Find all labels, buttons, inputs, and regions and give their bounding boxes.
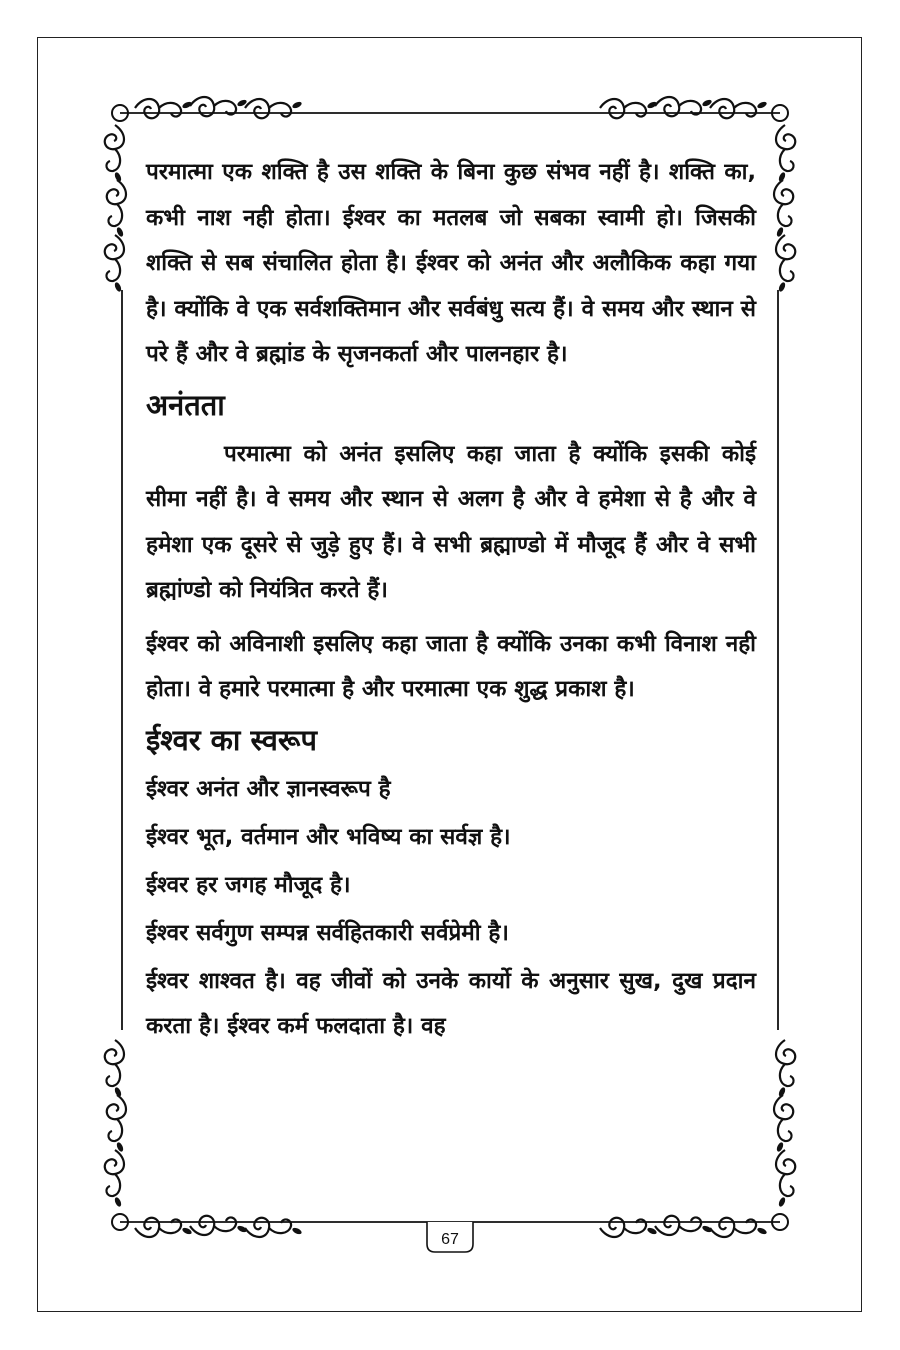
heading-swaroop: ईश्वर का स्वरूप: [146, 722, 317, 757]
swaroop-line: ईश्वर सर्वगुण सम्पन्न सर्वहितकारी सर्वप्रेमी है।: [146, 919, 509, 946]
intro-paragraph: परमात्मा एक शक्ति है उस शक्ति के बिना कुछ संभव नहीं है। शक्ति का, कभी नाश नही होता। ईश्वर का मतलब जो सबका स्वामी हो। जिसकी शक्ति से सब संचालित होता है। ईश्वर को अनंत और अलौकिक कहा गया है। क्योंकि वे एक सर्वशक्तिमान और सर्वबंधु सत्य हैं। वे समय और स्थान से परे हैं और वे ब्रह्मांड के सृजनकर्ता और पालनहार है।: [146, 159, 756, 367]
swaroop-line: ईश्वर भूत, वर्तमान और भविष्य का सर्वज्ञ है।: [146, 823, 511, 850]
page-content: [146, 150, 756, 1050]
page-number: 67: [441, 1231, 459, 1248]
heading-anantata: अनंतता: [146, 387, 225, 422]
avinashi-paragraph: ईश्वर को अविनाशी इसलिए कहा जाता है क्योंकि उनका कभी विनाश नही होता। वे हमारे परमात्मा है और परमात्मा एक शुद्ध प्रकाश है।: [146, 630, 756, 702]
shashwat-paragraph: ईश्वर शाश्वत है। वह जीवों को उनके कार्यो के अनुसार सुख, दुख प्रदान करता है। ईश्वर कर्म फलदाता है। वह: [146, 967, 756, 1039]
swaroop-line: ईश्वर अनंत और ज्ञानस्वरूप है: [146, 775, 391, 802]
swaroop-line: ईश्वर हर जगह मौजूद है।: [146, 871, 351, 898]
anantata-paragraph: परमात्मा को अनंत इसलिए कहा जाता है क्योंकि इसकी कोई सीमा नहीं है। वे समय और स्थान से अलग है और वे हमेशा से है और वे हमेशा एक दूसरे से जुड़े हुए हैं। वे सभी ब्रह्माण्डो में मौजूद हैं और वे सभी ब्रह्मांण्डो को नियंत्रित करते हैं।: [146, 440, 756, 603]
